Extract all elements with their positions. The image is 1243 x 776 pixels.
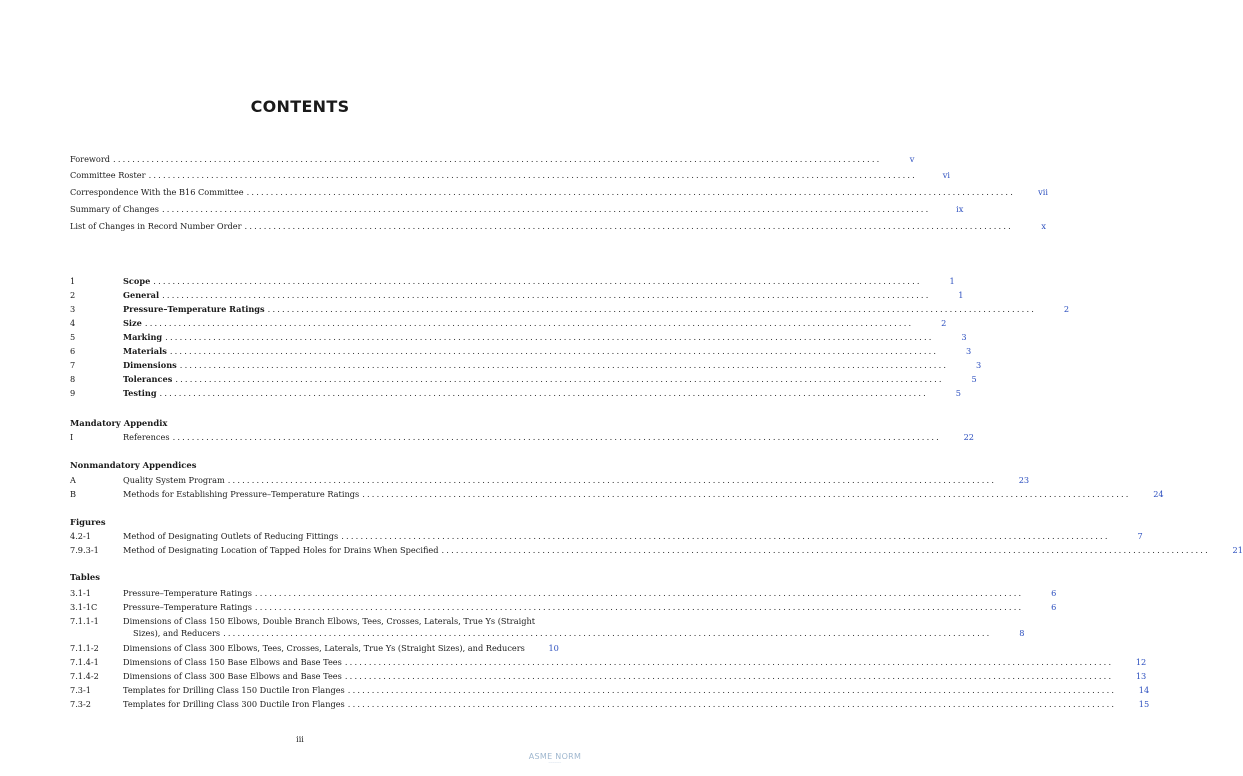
table-number: 7.1.4-1 — [70, 657, 99, 667]
leader-dots: ................................................................................................................................................................ — [347, 699, 1117, 709]
toc-page-link[interactable]: ix — [956, 204, 964, 214]
toc-entry[interactable] — [70, 614, 546, 626]
toc-page-link[interactable]: 14 — [1138, 685, 1150, 695]
toc-label: List of Changes in Record Number Order — [70, 221, 242, 231]
toc-label: Methods for Establishing Pressure–Temperature Ratings — [123, 489, 360, 499]
toc-label: Dimensions of Class 300 Base Elbows and Base Tees — [123, 671, 342, 681]
toc-label: Foreword — [70, 154, 111, 164]
section-label: Pressure–Temperature Ratings — [123, 304, 265, 314]
leader-dots: ................................................................................................................................................................ — [344, 671, 1114, 681]
section-number: 7 — [70, 360, 76, 370]
toc-page-link[interactable]: vi — [942, 170, 950, 180]
leader-dots: ................................................................................................................................................................ — [153, 276, 922, 286]
leader-dots: ................................................................................................................................................................ — [148, 170, 917, 180]
table-number: 7.1.1-2 — [70, 643, 99, 653]
toc-entry[interactable] — [70, 600, 1057, 612]
toc-section-entry[interactable] — [70, 372, 977, 384]
section-number: 6 — [70, 346, 76, 356]
toc-entry[interactable] — [70, 219, 1046, 231]
toc-entry[interactable] — [70, 586, 1057, 598]
section-heading: Tables — [70, 572, 100, 582]
toc-page-link[interactable]: 5 — [971, 374, 977, 384]
toc-label: Dimensions of Class 150 Elbows, Double Branch Elbows, Tees, Crosses, Laterals, True Ys (Straight — [123, 616, 536, 626]
toc-entry[interactable] — [70, 152, 915, 164]
toc-label: Correspondence With the B16 Committee — [70, 187, 244, 197]
table-number: 7.1.1-1 — [70, 616, 99, 626]
table-number: 7.3-1 — [70, 685, 91, 695]
toc-page-link[interactable]: 8 — [1019, 628, 1025, 638]
leader-dots: ................................................................................................................................................................ — [144, 318, 914, 328]
leader-dots: ................................................................................................................................................................ — [113, 154, 882, 164]
leader-dots: ................................................................................................................................................................ — [159, 388, 928, 398]
leader-dots: ................................................................................................................................................................ — [254, 602, 1024, 612]
section-label: General — [123, 290, 160, 300]
watermark-logo — [526, 752, 584, 770]
toc-label: Templates for Drilling Class 150 Ductile Iron Flanges — [123, 685, 345, 695]
leader-dots: ................................................................................................................................................................ — [246, 187, 1016, 197]
toc-entry[interactable] — [70, 473, 1030, 485]
section-number: 5 — [70, 332, 76, 342]
watermark-underline: ────── — [548, 761, 562, 765]
section-label: Size — [123, 318, 142, 328]
toc-entry[interactable] — [70, 697, 1150, 709]
section-label: Scope — [123, 276, 151, 286]
toc-label: Pressure–Temperature Ratings — [123, 602, 252, 612]
toc-page-link[interactable]: 15 — [1138, 699, 1150, 709]
appendix-number: I — [70, 432, 74, 442]
toc-page-link[interactable]: 12 — [1135, 657, 1147, 667]
toc-entry[interactable] — [70, 185, 1049, 197]
toc-page-link[interactable]: 2 — [1063, 304, 1070, 314]
toc-section-entry[interactable] — [70, 330, 967, 342]
figure-number: 4.2-1 — [70, 531, 91, 541]
toc-entry[interactable] — [70, 655, 1147, 667]
leader-dots: ................................................................................................................................................................ — [169, 346, 939, 356]
section-number: 3 — [70, 304, 76, 314]
toc-page-link[interactable]: 23 — [1018, 475, 1030, 485]
toc-label-continued: Sizes), and Reducers — [133, 628, 221, 638]
section-number: 4 — [70, 318, 76, 328]
toc-label: Method of Designating Outlets of Reducing Fittings — [123, 531, 339, 541]
toc-entry[interactable] — [70, 641, 559, 653]
toc-page-link[interactable]: 7 — [1137, 531, 1143, 541]
toc-page-link[interactable]: v — [909, 154, 915, 164]
toc-page-link[interactable]: 6 — [1051, 602, 1057, 612]
toc-entry[interactable] — [70, 202, 964, 214]
toc-label: References — [123, 432, 170, 442]
leader-dots: ................................................................................................................................................................ — [175, 374, 944, 384]
toc-section-entry[interactable] — [70, 288, 964, 300]
toc-label: Pressure–Temperature Ratings — [123, 588, 252, 598]
toc-label: Templates for Drilling Class 300 Ductile Iron Flanges — [123, 699, 345, 709]
toc-entry-continuation[interactable] — [70, 626, 1025, 638]
leader-dots: ................................................................................................................................................................ — [267, 304, 1037, 314]
toc-page-link[interactable]: 1 — [958, 290, 964, 300]
appendix-number: A — [70, 475, 76, 485]
leader-dots: ................................................................................................................................................................ — [162, 290, 931, 300]
toc-entry[interactable] — [70, 543, 1243, 555]
toc-section-entry[interactable] — [70, 386, 961, 398]
table-number: 3.1-1C — [70, 602, 98, 612]
toc-entry[interactable] — [70, 529, 1143, 541]
leader-dots: ................................................................................................................................................................ — [172, 432, 941, 442]
toc-entry[interactable] — [70, 487, 1164, 499]
toc-label: Committee Roster — [70, 170, 146, 180]
toc-section-entry[interactable] — [70, 358, 982, 370]
toc-entry[interactable] — [70, 168, 950, 180]
toc-label: Method of Designating Location of Tapped Holes for Drains When Specified — [123, 545, 439, 555]
toc-page-link[interactable]: 5 — [955, 388, 961, 398]
toc-section-entry[interactable] — [70, 274, 955, 286]
section-label: Dimensions — [123, 360, 177, 370]
leader-dots: ................................................................................................................................................................ — [341, 531, 1110, 541]
leader-dots: ................................................................................................................................................................ — [223, 628, 992, 638]
page-title: CONTENTS — [250, 97, 350, 116]
table-number: 7.1.4-2 — [70, 671, 99, 681]
toc-page-link[interactable]: 3 — [975, 360, 982, 370]
leader-dots: ................................................................................................................................................................ — [344, 657, 1114, 667]
toc-page-link[interactable]: 21 — [1232, 545, 1243, 555]
leader-dots: ................................................................................................................................................................ — [362, 489, 1131, 499]
section-number: 8 — [70, 374, 76, 384]
section-number: 1 — [70, 276, 76, 286]
toc-page-link[interactable]: vii — [1038, 187, 1049, 197]
leader-dots: ................................................................................................................................................................ — [165, 332, 934, 342]
appendix-number: B — [70, 489, 77, 499]
toc-label: Dimensions of Class 300 Elbows, Tees, Crosses, Laterals, True Ys (Straight Sizes), and Reducers — [123, 643, 525, 653]
toc-section-entry[interactable] — [70, 316, 947, 328]
toc-page-link[interactable]: 13 — [1135, 671, 1147, 681]
section-number: 9 — [70, 388, 76, 398]
toc-page-link[interactable]: 10 — [548, 643, 559, 653]
toc-page-link[interactable]: x — [1041, 221, 1046, 231]
toc-page-link[interactable]: 3 — [966, 346, 972, 356]
toc-page-link[interactable]: 22 — [963, 432, 974, 442]
section-label: Tolerances — [123, 374, 173, 384]
toc-entry[interactable] — [70, 683, 1150, 695]
toc-section-entry[interactable] — [70, 344, 972, 356]
section-number: 2 — [70, 290, 76, 300]
section-heading: Figures — [70, 517, 106, 527]
toc-entry[interactable] — [70, 669, 1147, 681]
leader-dots: ................................................................................................................................................................ — [227, 475, 997, 485]
toc-label: Quality System Program — [123, 475, 225, 485]
section-label: Materials — [123, 346, 167, 356]
section-label: Testing — [123, 388, 157, 398]
section-heading: Mandatory Appendix — [70, 418, 168, 428]
leader-dots: ................................................................................................................................................................ — [347, 685, 1117, 695]
figure-number: 7.9.3-1 — [70, 545, 99, 555]
section-heading: Nonmandatory Appendices — [70, 460, 197, 470]
toc-entry[interactable] — [70, 430, 974, 442]
section-label: Marking — [123, 332, 163, 342]
toc-label: Summary of Changes — [70, 204, 159, 214]
page-number-footer: iii — [296, 735, 304, 744]
toc-page-link[interactable]: 6 — [1051, 588, 1057, 598]
toc-page-link[interactable]: 1 — [949, 276, 955, 286]
leader-dots: ................................................................................................................................................................ — [441, 545, 1210, 555]
toc-page-link[interactable]: 24 — [1153, 489, 1164, 499]
table-number: 3.1-1 — [70, 588, 91, 598]
leader-dots: ................................................................................................................................................................ — [254, 588, 1024, 598]
table-number: 7.3-2 — [70, 699, 91, 709]
toc-label: Dimensions of Class 150 Base Elbows and Base Tees — [123, 657, 342, 667]
toc-section-entry[interactable] — [70, 302, 1070, 314]
toc-page-link[interactable]: 3 — [961, 332, 967, 342]
leader-dots: ................................................................................................................................................................ — [161, 204, 931, 214]
leader-dots: ................................................................................................................................................................ — [179, 360, 949, 370]
toc-page-link[interactable]: 2 — [941, 318, 947, 328]
leader-dots: ................................................................................................................................................................ — [244, 221, 1013, 231]
watermark-text: ASME NORM — [528, 752, 582, 761]
